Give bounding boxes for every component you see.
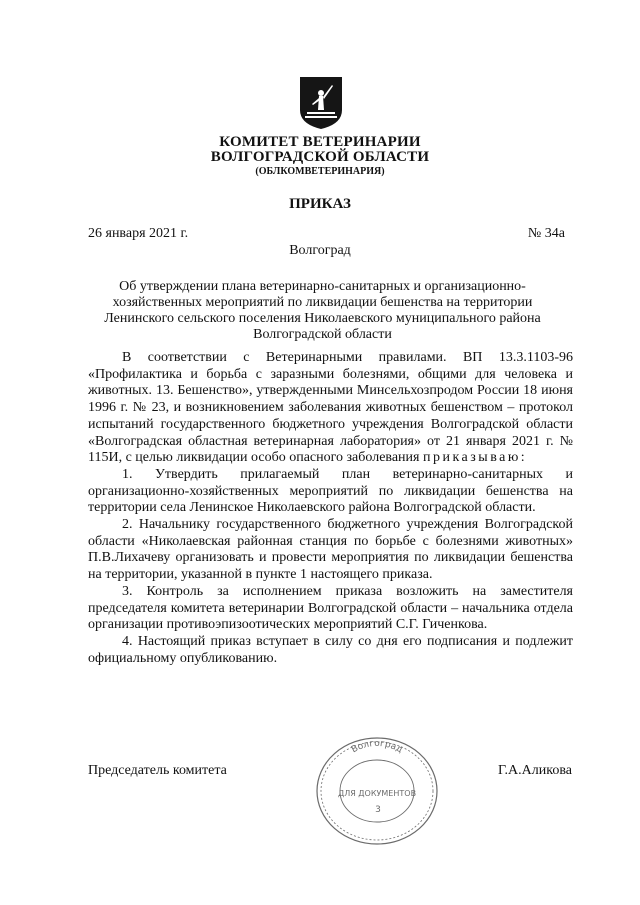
document-date: 26 января 2021 г. <box>88 226 189 241</box>
org-name-line2: ВОЛГОГРАДСКОЙ ОБЛАСТИ <box>210 149 430 165</box>
stamp-number: 3 <box>375 805 381 815</box>
stamp-inner-text: ДЛЯ ДОКУМЕНТОВ <box>337 789 417 798</box>
signer-position: Председатель комитета <box>88 763 227 778</box>
order-item-3: 3. Контроль за исполнением приказа возложить на заместителя председателя комитета ветеринарии Волгоградской области – начальника отдела организации противоэпизоотических мероприятий С.Г. Гиченкова. <box>88 583 573 633</box>
document-type: ПРИКАЗ <box>289 196 351 212</box>
intro-text: В соответствии с Ветеринарными правилами. ВП 13.3.1103-96 «Профилактика и борьба с заразными болезнями, общими для человека и животных. 13. Бешенство», утвержденными Минсельхозпродом России 18 июня 1996 г. № 23, и возникновением заболевания животных бешенством – протокол испытаний государственного бюджетного учреждения Волгоградской области «Волгоградская областная ветеринарная лаборатория» от 21 января 2021 г. № 115И, с целью ликвидации особо опасного заболевания <box>88 350 573 466</box>
order-item-4: 4. Настоящий приказ вступает в силу со дня его подписания и подлежит официальному опубликованию. <box>88 633 573 666</box>
document-body <box>88 350 573 667</box>
document-city: Волгоград <box>289 243 351 258</box>
official-stamp-seal <box>314 735 440 847</box>
order-item-2: 2. Начальнику государственного бюджетного учреждения Волгоградской области «Николаевская районная станция по борьбе с болезнями животных» П.В.Лихачеву организовать и провести мероприятия по ликвидации бешенства на территории, указанной в пункте 1 настоящего приказа. <box>88 517 573 583</box>
coat-of-arms-emblem <box>299 76 343 130</box>
org-name-line1: КОМИТЕТ ВЕТЕРИНАРИИ <box>219 134 421 150</box>
document-title: Об утверждении плана ветеринарно-санитарных и организационно-хозяйственных мероприятий по ликвидации бешенства на территории Ленинского сельского поселения Николаевского муниципального района Волгоградской области <box>104 279 541 342</box>
signer-name: Г.А.Аликова <box>498 763 572 778</box>
stamp-ring-text: Волгоград <box>349 739 405 756</box>
intro-paragraph <box>88 350 573 467</box>
org-short-name: (ОБЛКОМВЕТЕРИНАРИЯ) <box>255 166 385 177</box>
order-word: приказываю: <box>422 450 528 466</box>
document-number: № 34а <box>527 226 565 241</box>
order-item-1: 1. Утвердить прилагаемый план ветеринарно-санитарных и организационно-хозяйственных мероприятий по ликвидации бешенства на территории села Ленинское Николаевского района Волгоградской области. <box>88 466 573 516</box>
